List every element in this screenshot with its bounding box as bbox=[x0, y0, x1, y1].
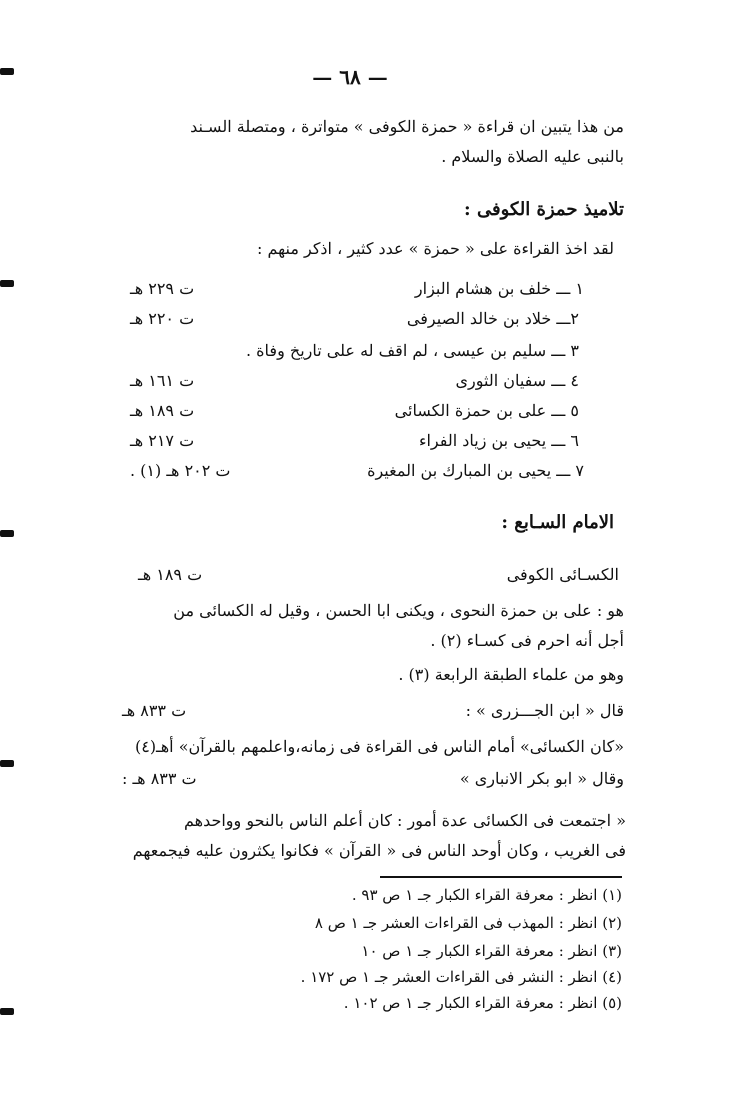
imam-heading: الامام السـابع : bbox=[501, 512, 614, 533]
student-date-4: ت ١٦١ هـ bbox=[130, 371, 195, 390]
student-item-4: ٤ ـــ سفيان الثورى bbox=[455, 371, 579, 390]
body-line-1: هو : على بن حمزة النحوى ، ويكنى ابا الحسن ، وقيل له الكسائى من bbox=[173, 601, 624, 620]
student-date-2: ت ٢٢٠ هـ bbox=[130, 309, 195, 328]
student-item-7: ٧ ـــ يحيى بن المبارك بن المغيرة bbox=[367, 461, 584, 480]
footnote-3: (٣) انظر : معرفة القراء الكبار جـ ١ ص ١٠ bbox=[361, 942, 622, 960]
student-date-1: ت ٢٢٩ هـ bbox=[130, 279, 195, 298]
kisai-name: الكسـائى الكوفى bbox=[506, 565, 619, 584]
student-item-3: ٣ ـــ سليم بن عيسى ، لم اقف له على تاريخ وفاة . bbox=[245, 341, 579, 360]
student-date-5: ت ١٨٩ هـ bbox=[130, 401, 195, 420]
footnote-1: (١) انظر : معرفة القراء الكبار جـ ١ ص ٩٣ . bbox=[351, 886, 622, 904]
student-item-1: ١ ـــ خلف بن هشام البزار bbox=[414, 279, 584, 298]
binding-mark bbox=[0, 280, 14, 287]
quote-2-line-2: فى الغريب ، وكان أوحد الناس فى « القرآن » فكانوا يكثرون عليه فيجمعهم bbox=[132, 841, 626, 860]
footnote-separator bbox=[380, 876, 622, 878]
student-date-6: ت ٢١٧ هـ bbox=[130, 431, 195, 450]
binding-mark bbox=[0, 760, 14, 767]
binding-mark bbox=[0, 1008, 14, 1015]
students-heading: تلاميذ حمزة الكوفى : bbox=[464, 199, 624, 220]
intro-line-2: بالنبى عليه الصلاة والسلام . bbox=[441, 147, 624, 166]
binding-mark bbox=[0, 530, 14, 537]
body-line-2: أجل أنه احرم فى كسـاء (٢) . bbox=[430, 631, 624, 650]
student-date-7: ت ٢٠٢ هـ (١) . bbox=[130, 461, 231, 480]
footnote-5: (٥) انظر : معرفة القراء الكبار جـ ١ ص ١٠٢ . bbox=[343, 994, 622, 1012]
intro-line-1: من هذا يتبين ان قراءة « حمزة الكوفى » متواترة ، ومتصلة السـند bbox=[190, 117, 624, 136]
student-item-5: ٥ ـــ على بن حمزة الكسائى bbox=[394, 401, 579, 420]
jazari-date: ت ٨٣٣ هـ bbox=[122, 701, 187, 720]
kisai-date: ت ١٨٩ هـ bbox=[138, 565, 203, 584]
anbari-date: ت ٨٣٣ هـ : bbox=[122, 769, 197, 788]
student-item-6: ٦ ـــ يحيى بن زياد الفراء bbox=[418, 431, 579, 450]
anbari-line: وقال « ابو بكر الانبارى » bbox=[459, 769, 624, 788]
footnote-4: (٤) انظر : النشر فى القراءات العشر جـ ١ ص ١٧٢ . bbox=[300, 968, 622, 986]
quote-1: «كان الكسائى» أمام الناس فى القراءة فى زمانه،واعلمهم بالقرآن» أهـ(٤) bbox=[134, 737, 624, 756]
quote-2-line-1: « اجتمعت فى الكسائى عدة أمور : كان أعلم الناس بالنحو وواحدهم bbox=[183, 811, 626, 830]
student-item-2: ٢ـــ خلاد بن خالد الصيرفى bbox=[406, 309, 579, 328]
students-intro: لقد اخذ القراءة على « حمزة » عدد كثير ، اذكر منهم : bbox=[257, 239, 614, 258]
body-line-3: وهو من علماء الطبقة الرابعة (٣) . bbox=[398, 665, 624, 684]
footnote-2: (٢) انظر : المهذب فى القراءات العشر جـ ١ ص ٨ bbox=[314, 914, 622, 932]
page-number: — ٦٨ — bbox=[312, 65, 388, 89]
binding-mark bbox=[0, 68, 14, 75]
jazari-line: قال « ابن الجـــزرى » : bbox=[465, 701, 624, 720]
